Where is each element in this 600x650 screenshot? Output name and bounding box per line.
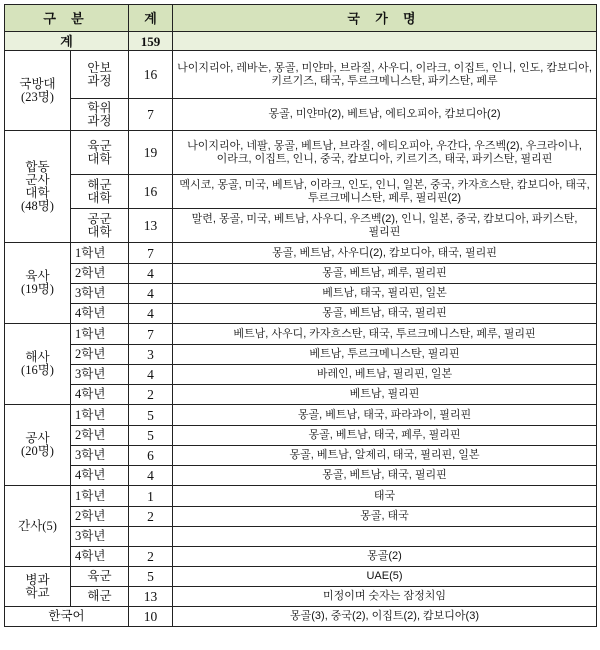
total-empty (173, 32, 597, 51)
table-row (5, 365, 597, 385)
header-countries: 국 가 명 (173, 5, 597, 32)
table-row (5, 426, 597, 446)
row-count: 2 (129, 547, 173, 567)
row-countries: 몽골(2) (173, 547, 597, 567)
table-row (5, 99, 597, 131)
korean-row (5, 607, 597, 627)
row-count: 4 (129, 304, 173, 324)
row-count: 7 (129, 324, 173, 345)
row-count: 13 (129, 587, 173, 607)
sub-label: 3학년 (71, 284, 129, 304)
group-label (5, 567, 71, 607)
sub-label: 4학년 (71, 304, 129, 324)
row-count: 5 (129, 426, 173, 446)
group-label (5, 324, 71, 405)
row-countries: 몽골, 베트남, 사우디(2), 캄보디아, 태국, 필리핀 (173, 243, 597, 264)
sub-label: 3학년 (71, 365, 129, 385)
sub-label: 1학년 (71, 243, 129, 264)
row-count: 7 (129, 243, 173, 264)
group-name: 간사(5) (18, 518, 57, 533)
group-count: (23명) (21, 89, 54, 104)
table-row (5, 466, 597, 486)
table-row (5, 243, 597, 264)
sub-label: 공군 대학 (71, 209, 129, 243)
korean-label: 한국어 (5, 607, 129, 627)
group-name: 국방대 (19, 76, 56, 91)
sub-label: 2학년 (71, 426, 129, 446)
row-countries: 미정이며 숫자는 잠정치임 (173, 587, 597, 607)
table-row (5, 587, 597, 607)
group-name: 공사 (25, 431, 50, 445)
sub-label: 2학년 (71, 264, 129, 284)
sub-label: 2학년 (71, 507, 129, 527)
row-countries: 태국 (173, 486, 597, 507)
sub-label: 해군 (71, 587, 129, 607)
row-countries: 몽골, 태국 (173, 507, 597, 527)
table-row (5, 304, 597, 324)
sub-label: 1학년 (71, 324, 129, 345)
group-label (5, 51, 71, 131)
sub-label: 1학년 (71, 486, 129, 507)
foreign-students-table (4, 4, 597, 627)
table-row (5, 507, 597, 527)
row-count: 19 (129, 131, 173, 175)
row-count: 4 (129, 264, 173, 284)
row-countries: 나이지리아, 네팔, 몽골, 베트남, 브라질, 에티오피아, 우간다, 우즈벡(2), 우크라이나, 이라크, 이집트, 인니, 중국, 캄보디아, 키르기즈, 태국, 파키스탄, 필리핀 (173, 131, 597, 175)
table-row (5, 405, 597, 426)
row-count: 16 (129, 175, 173, 209)
group-name: 육사 (25, 269, 50, 283)
row-countries (173, 527, 597, 547)
table-row (5, 209, 597, 243)
korean-countries: 몽골(3), 중국(2), 이집트(2), 캄보디아(3) (173, 607, 597, 627)
row-countries: 바레인, 베트남, 필리핀, 일본 (173, 365, 597, 385)
group-label (5, 131, 71, 243)
row-countries: 베트남, 투르크메니스탄, 필리핀 (173, 345, 597, 365)
row-countries: 나이지리아, 레바논, 몽골, 미얀마, 브라질, 사우디, 이라크, 이집트, 인니, 인도, 캄보디아, 키르기즈, 태국, 투르크메니스탄, 파키스탄, 페루 (173, 51, 597, 99)
row-count: 4 (129, 284, 173, 304)
sub-label: 1학년 (71, 405, 129, 426)
row-countries: UAE(5) (173, 567, 597, 587)
row-count: 4 (129, 365, 173, 385)
table-row (5, 527, 597, 547)
total-value: 159 (129, 32, 173, 51)
sub-label: 안보 과정 (71, 51, 129, 99)
table-row (5, 324, 597, 345)
table-row (5, 284, 597, 304)
row-count: 4 (129, 466, 173, 486)
table-row (5, 264, 597, 284)
row-count: 1 (129, 486, 173, 507)
sub-label: 4학년 (71, 466, 129, 486)
header-row (5, 5, 597, 32)
sub-label: 3학년 (71, 527, 129, 547)
sub-label: 육군 (71, 567, 129, 587)
row-countries: 몽골, 베트남, 태국, 페루, 필리핀 (173, 426, 597, 446)
header-category: 구 분 (5, 5, 129, 32)
row-count: 5 (129, 405, 173, 426)
group-label (5, 486, 71, 567)
sub-label: 2학년 (71, 345, 129, 365)
table-row (5, 567, 597, 587)
row-count: 7 (129, 99, 173, 131)
sub-label: 3학년 (71, 446, 129, 466)
group-name: 병과 학교 (25, 572, 50, 600)
sub-label: 해군 대학 (71, 175, 129, 209)
row-countries: 말련, 몽골, 미국, 베트남, 사우디, 우즈벡(2), 인니, 일본, 중국, 캄보디아, 파키스탄, 필리핀 (173, 209, 597, 243)
table-row (5, 175, 597, 209)
row-countries: 몽골, 미얀마(2), 베트남, 에티오피아, 캄보디아(2) (173, 99, 597, 131)
row-countries: 몽골, 베트남, 태국, 파라과이, 필리핀 (173, 405, 597, 426)
header-count: 계 (129, 5, 173, 32)
table-row (5, 131, 597, 175)
row-countries: 몽골, 베트남, 태국, 필리핀 (173, 304, 597, 324)
row-countries: 몽골, 베트남, 태국, 필리핀 (173, 466, 597, 486)
table-row (5, 486, 597, 507)
row-count: 13 (129, 209, 173, 243)
table-row (5, 446, 597, 466)
total-label: 계 (5, 32, 129, 51)
row-count: 16 (129, 51, 173, 99)
table-row (5, 547, 597, 567)
sub-label: 4학년 (71, 547, 129, 567)
group-label (5, 243, 71, 324)
table-row (5, 51, 597, 99)
group-name: 합동 군사 대학 (25, 159, 50, 200)
row-count: 6 (129, 446, 173, 466)
row-count: 3 (129, 345, 173, 365)
row-count (129, 527, 173, 547)
group-label (5, 405, 71, 486)
group-count: (48명) (21, 198, 54, 213)
row-count: 5 (129, 567, 173, 587)
group-count: (19명) (21, 282, 54, 296)
row-countries: 베트남, 필리핀 (173, 385, 597, 405)
row-countries: 베트남, 태국, 필리핀, 일본 (173, 284, 597, 304)
group-count: (20명) (21, 444, 54, 458)
korean-count: 10 (129, 607, 173, 627)
row-countries: 몽골, 베트남, 페루, 필리핀 (173, 264, 597, 284)
group-name: 해사 (25, 350, 50, 364)
sub-label: 육군 대학 (71, 131, 129, 175)
sub-label: 학위 과정 (71, 99, 129, 131)
row-count: 2 (129, 385, 173, 405)
group-count: (16명) (21, 363, 54, 377)
row-countries: 몽골, 베트남, 알제리, 태국, 필리핀, 일본 (173, 446, 597, 466)
row-countries: 베트남, 사우디, 카자흐스탄, 태국, 투르크메니스탄, 페루, 필리핀 (173, 324, 597, 345)
total-row (5, 32, 597, 51)
sub-label: 4학년 (71, 385, 129, 405)
table-row (5, 345, 597, 365)
row-count: 2 (129, 507, 173, 527)
row-countries: 멕시코, 몽골, 미국, 베트남, 이라크, 인도, 인니, 일본, 중국, 카자흐스탄, 캄보디아, 태국, 투르크메니스탄, 페루, 필리핀(2) (173, 175, 597, 209)
table-row (5, 385, 597, 405)
